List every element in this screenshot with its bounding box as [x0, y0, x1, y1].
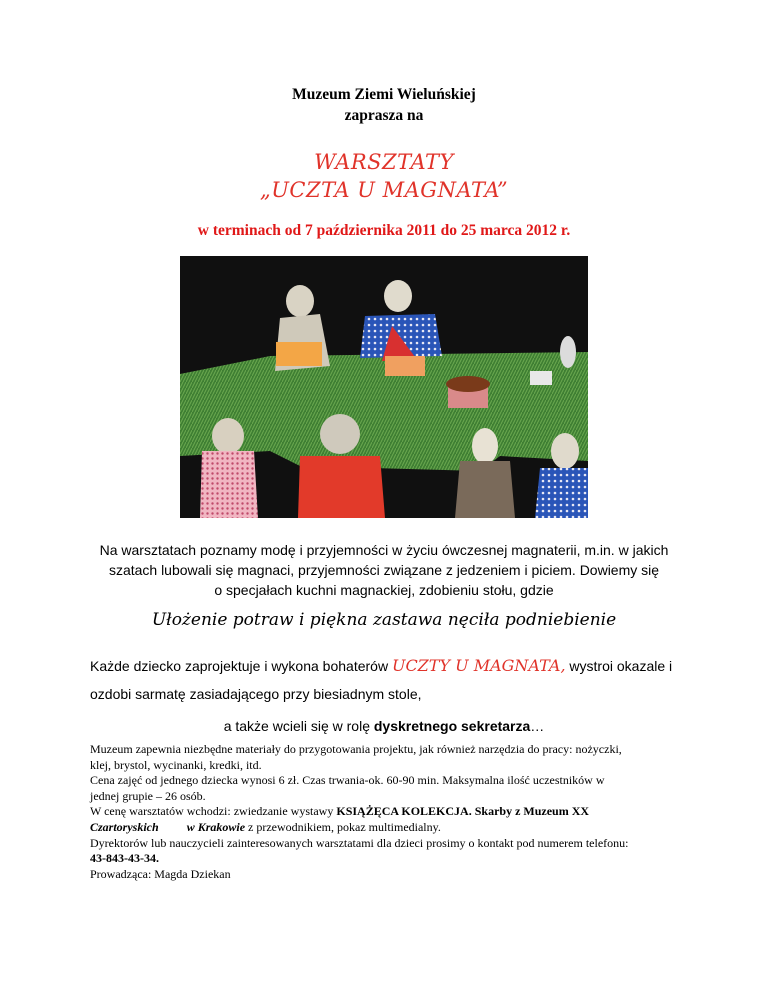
design-text-before: Każde dziecko zaprojektuje i wykona bohaterów: [90, 658, 392, 674]
secretary-paragraph: [0, 718, 768, 734]
intro-line-1: Na warsztatach poznamy modę i przyjemności w życiu ówczesnej magnaterii, m.in. w jakich: [99, 542, 669, 558]
exhibit-location: w Krakowie: [186, 820, 246, 834]
contact-phone: [90, 851, 690, 867]
workshop-title: WARSZTATY: [314, 150, 454, 174]
museum-name: Muzeum Ziemi Wieluńskiej: [292, 86, 476, 103]
details-line-2: klej, brystol, wycinanki, kredki, itd.: [90, 758, 262, 772]
secretary-text-before: a także wcieli się w rolę: [223, 718, 374, 734]
exhibit-extras: z przewodnikiem, pokaz multimedialny.: [245, 820, 441, 834]
host-name: Prowadząca: Magda Dziekan: [90, 867, 231, 881]
invites-line: zaprasza na: [344, 107, 424, 124]
exhibit-name-cont: Czartoryskich: [90, 820, 159, 834]
details-line-1: Muzeum zapewnia niezbędne materiały do przygotowania projektu, jak również narzędzia do pracy: nożyczki,: [90, 742, 622, 756]
details-line-3: Cena zajęć od jednego dziecka wynosi 6 zł. Czas trwania-ok. 60-90 min. Maksymalna ilość uczestników w: [90, 773, 605, 787]
workshop-subtitle: „UCZTA U MAGNATA”: [259, 178, 509, 202]
phone-number: 43-843-43-34.: [90, 851, 159, 865]
exhibit-text-before: W cenę warsztatów wchodzi: zwiedzanie wystawy: [90, 804, 337, 818]
design-paragraph: [90, 656, 690, 675]
details-line-4: jednej grupie – 26 osób.: [90, 789, 206, 803]
secretary-bold: dyskretnego sekretarza: [373, 718, 531, 734]
secretary-text-after: …: [530, 718, 545, 734]
intro-line-3: o specjałach kuchni magnackiej, zdobieniu stołu, gdzie: [214, 582, 554, 598]
intro-line-2: szatach lubowali się magnaci, przyjemności związane z jedzeniem i piciem. Dowiemy się: [108, 562, 660, 578]
workshop-dates: w terminach od 7 października 2011 do 25 marca 2012 r.: [197, 222, 571, 239]
details-line-7: Dyrektorów lub nauczycieli zainteresowanych warsztatami dla dzieci prosimy o kontakt pod numerem telefonu:: [90, 836, 629, 850]
decorate-paragraph: ozdobi sarmatę zasiadającego przy biesiadnym stole,: [90, 686, 422, 702]
intro-text: [60, 540, 708, 600]
design-text-after: wystroi okazale i: [565, 658, 673, 674]
details-line-6: [90, 820, 690, 836]
motto: Ułożenie potraw i piękna zastawa nęciła podniebienie: [151, 610, 617, 630]
exhibit-name: KSIĄŻĘCA KOLEKCJA. Skarby z Muzeum XX: [336, 804, 590, 818]
details-line-5: [90, 804, 690, 820]
feast-artwork-image: [180, 256, 588, 518]
design-highlight: UCZTY U MAGNATA,: [391, 656, 566, 675]
